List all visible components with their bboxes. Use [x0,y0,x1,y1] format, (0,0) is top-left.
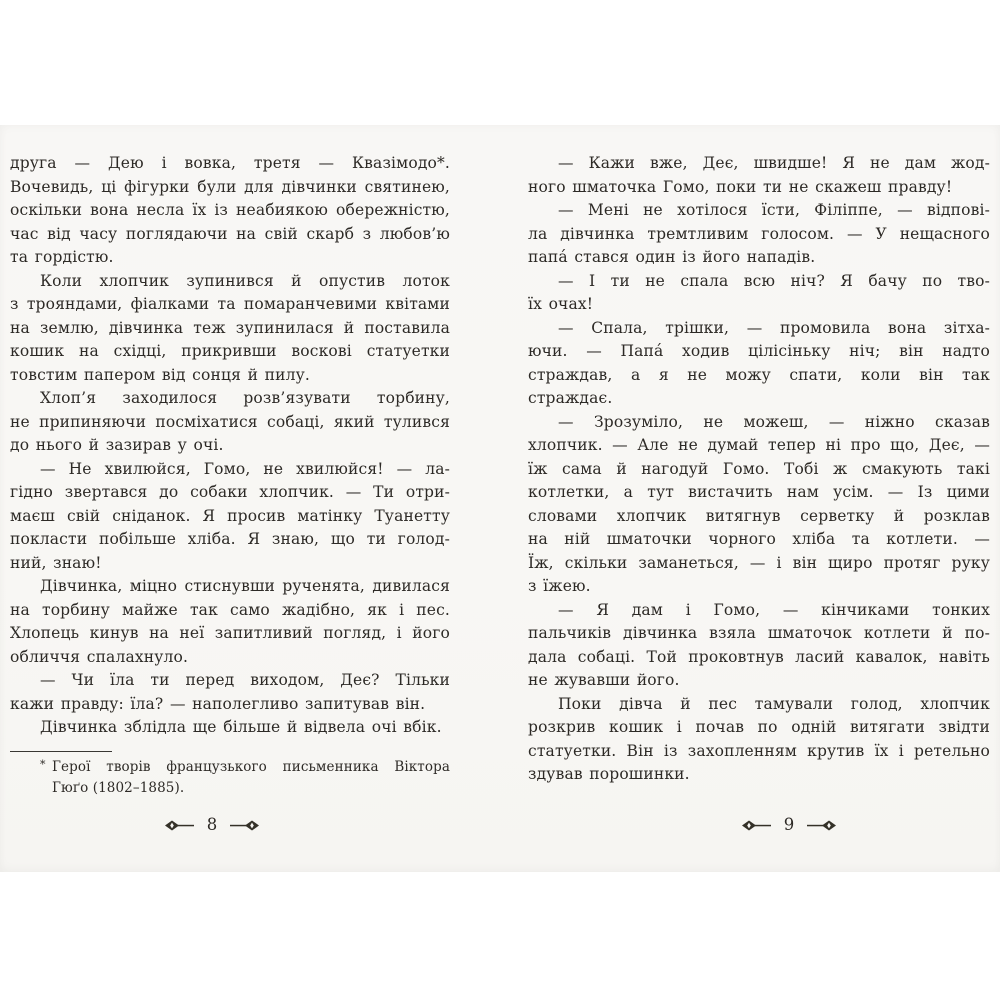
text-line: їж сама й нагодуй Гомо. Тобі ж смакують такі [528,459,990,478]
page-number-left-folio [164,815,260,835]
text-line: оскільки вона несла їх із неабиякою обережністю, [10,201,450,219]
paragraph [10,669,450,716]
text-line: страждає. [528,389,613,407]
text-line: Дівчинка, міцно стиснувши рученята, дивилася [40,577,450,595]
text-line: — Чи їла ти перед виходом, Деє? Тільки [40,671,450,689]
text-line: ний, знаю! [10,553,102,572]
page-left-text-column [10,152,450,740]
page-number-right-folio [741,815,837,835]
text-line: Дівчинка зблідла ще більше й відвела очі вбік. [40,718,442,736]
text-line: кажи правду: їла? — наполегливо запитував він. [10,694,426,713]
paragraph [10,387,450,458]
text-line: обличчя спалахнуло. [10,647,189,666]
text-line: та гордістю. [10,248,114,266]
paragraph [528,693,990,787]
text-line: здував порошинки. [528,765,690,783]
text-line: — Зрозуміло, не можеш, — ніжно сказав [558,412,990,431]
paragraph [10,716,450,740]
footnote-block [10,751,450,799]
text-line: — Кажи вже, Деє, швидше! Я не дам жод- [558,154,990,172]
footnote-line: Гюґо (1802–1885). [52,780,185,796]
text-line: дала собаці. Той проковтнув ласий кавалок, навіть [528,647,990,666]
text-line: друга — Дею і вовка, третя — Квазімодо*. [10,154,450,172]
text-line: — Мені не хотілося їсти, Філіппе, — відпові- [558,201,990,219]
paragraph [10,458,450,576]
text-line: Поки дівча й пес тамували голод, хлопчик [558,694,990,713]
text-line: — І ти не спала всю ніч? Я бачу по тво- [558,271,990,290]
text-line: страждав, а я не можу спати, коли він так [528,365,990,384]
text-line: Їж, скільки заманеться, — і він щиро протяг руку [528,553,990,572]
folio-ornament-left-icon [164,819,194,832]
paragraph [10,270,450,388]
text-line: час від часу поглядаючи на свій скарб з любов’ю [10,224,450,243]
text-line: котлетки, а тут вистачить нам усім. — Із цими [528,483,990,501]
text-line: товстим папером від сонця й пилу. [10,365,310,384]
footnote [10,757,450,799]
text-line: словами хлопчик витягнув серветку й розклав [528,506,990,525]
paragraph [528,199,990,270]
footnote-separator [10,751,112,752]
text-line: папа́ стався один із його нападів. [528,248,816,266]
text-line: розкрив кошик і почав по одній витягати звідти [528,718,990,736]
folio-ornament-right-icon [230,819,260,832]
text-line: ла дівчинка тремтливим голосом. — У нещасного [528,224,990,243]
text-line: гідно звертався до собаки хлопчик. — Ти отри- [10,483,450,501]
paragraph [528,317,990,411]
text-line: з трояндами, фіалками та помаранчевими квітами [10,295,450,313]
text-line: пальчиків дівчинка взяла шматочок котлети й по- [528,624,990,642]
footnote-line: Герої творів французького письменника Віктора [52,759,450,775]
text-line: Коли хлопчик зупинився й опустив лоток [40,271,450,290]
paragraph [528,599,990,693]
text-line: — Я дам і Гомо, — кінчиками тонких [558,600,990,619]
folio-ornament-left-icon [741,819,771,832]
text-line: на землю, дівчинка теж зупинилася й поставила [10,318,450,337]
text-line: ного шматочка Гомо, поки ти не скажеш правду! [528,177,953,196]
text-line: кошик на східці, прикривши воскові статуетки [10,342,450,360]
paragraph [10,575,450,669]
text-line: Хлоп’я заходилося розв’язувати торбину, [40,389,450,407]
paragraph [10,152,450,270]
page-number: 8 [206,815,218,834]
text-line: статуетки. Він із захопленням крутив їх і ретельно [528,741,990,760]
footnote-marker: * [40,758,46,771]
text-line: покласти побільше хліба. Я знаю, що ти голод- [10,530,450,548]
text-line: — Не хвилюйся, Гомо, не хвилюйся! — ла- [40,459,450,478]
page-number: 9 [783,815,795,834]
text-line: їх очах! [528,295,594,313]
text-line: до нього й зазирав у очі. [10,436,224,454]
paragraph [528,152,990,199]
text-line: хлопчик. — Але не думай тепер ні про що, Деє, — [528,436,990,454]
text-line: не жувавши його. [528,671,680,689]
text-line: Вочевидь, ці фігурки були для дівчинки святинею, [10,177,450,196]
page-right-text-column [528,152,990,787]
text-line: на торбину майже так само жадібно, як і пес. [10,600,450,619]
text-line: ючи. — Папа́ ходив цілісіньку ніч; він надто [528,342,990,360]
paragraph [528,270,990,317]
paragraph [528,411,990,599]
text-line: Хлопець кинув на неї запитливий погляд, і його [10,624,450,642]
footnote-lines [52,757,450,799]
folio-ornament-right-icon [807,819,837,832]
text-line: маєш свій сніданок. Я просив матінку Туанетту [10,506,450,525]
text-line: з їжею. [528,577,591,595]
text-line: на ній шматочки чорного хліба та котлети. — [528,530,990,548]
text-line: — Спала, трішки, — промовила вона зітха- [558,318,990,337]
text-line: не припиняючи посміхатися собаці, який тулився [10,412,450,431]
